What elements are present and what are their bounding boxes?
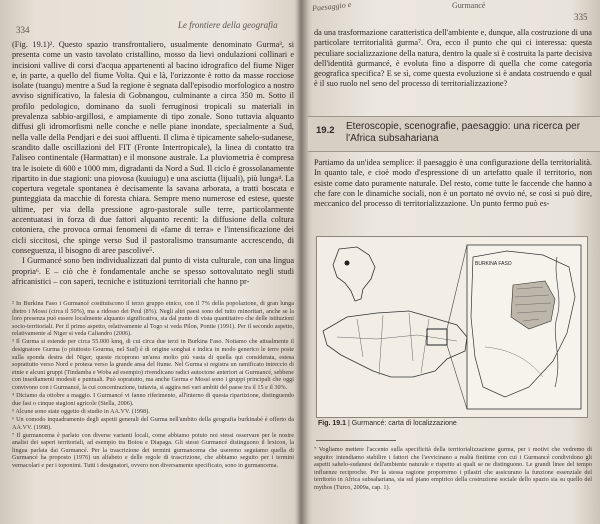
footnote-7-left: ⁷ Il gurmancema è parlato con diverse varianti locali, come abbiamo potuto noi stessi osservare per le nostre analisi dei saperi territoriali, ad esempio tra Botou e Diapaga. Gli stessi Gurmancé distinguono il lexicon, la lingua parlata dai Gurmancé. Per la trascrizione dei termini gurmancema che useremo seguiamo quella di Gurmancé ha proposto (1976) un alfabeto e delle regole di trascrizione, che abbiamo seguito per i termini vernacolari e per i toponimi. Tutti i designatori, ovvero non diversamente specificato, sono in gurmancema. [12,431,294,469]
footnote-2: ² In Burkina Faso i Gurmancé costituiscono il terzo gruppo etnico, con il 7% della popolazione, di gran lunga dietro i Mossi (circa il 50%), ma a ridosso dei Peul (8%). Negli altri paesi sono del tutto minoritari, anche se la loro presenza può essere localmente alquanto significativa, sia dal punto di vista quantitativo che delle istituzioni socio-territoriali. Per il primo aspetto, relativamente al Togo si veda Pilon, Pontie (1991). Per il secondo aspetto, relativamente al Niger si veda Caliandro (2006). [12,300,294,338]
section-title: Eteroscopie, scenografie, paesaggio: una ricerca per l'Africa subsahariana [346,121,581,144]
right-section-text [314,158,592,209]
right-intro-text [314,28,592,90]
footnote-5: ⁵ Alcune sono state oggetto di studio in AA.VV. (1998). [12,407,150,415]
right-intro-paragraph: da una trasformazione caratteristica dell'ambiente e, dunque, alla costruzione di una particolare territorialità gurma⁷. Ora, ecco il punto che qui ci interessa: questa peculiare socializzazione della natura, dentro la quale si è costruita la parte decisiva dell'identità gurmancé, è evoluta fino a disporre di quella che come categoria geografica specifica? E se sì, come questa evoluzione si è andata costruendo e qual è il suo ruolo nel seno del processo di territorializzazione? [314,28,592,89]
footnote-rule [316,440,396,441]
right-section-paragraph: Partiamo da un'idea semplice: il paesaggio è una configurazione della territorialità. In quanto tale, e cioè modo d'espressione di un artefatto quale il territorio, non esiste come dato puramente naturale. Del resto, come tutte le faccende che hanno a che fare con le dinamiche sociali, non è un portato né ovvio né, se così si può dire, meccanico del processo di territorializzazione. Un punto fermo può es- [314,158,592,209]
footnote-3: ³ Il Gurma si estende per circa 55.000 kmq, di cui circa due terzi in Burkina Faso. Notiamo che attualmente il designatore Gurma (o piuttosto Gourma, nel Sud) è di origine songhai e indica in modo generico le terre poste sulla sponda destra del Niger; queste ricoprono un'area molto più vasta di quella qui considerata, estesa soprattutto verso Nord e protesa verso la grande ansa del fiume. Nel Gurma si registra un ramificato intreccio di etnie e alcuni gruppi (Tindamba e Woba ad esempio) rivendicano radici autoctone anteriori ai Gurmancé, sebbene con insediamenti modesti e puntuali. Può sopratutto, ma anche Germa e Mossi sono i gruppi principali che oggi convivono con i Gurmancé, la cui concentrazione, tuttavia, si aggira nei vari ambiti del paese tra il 15 e il 30%. [12,338,294,392]
left-footnotes [12,300,294,470]
right-footnotes [314,446,592,492]
left-page-number: 334 [16,25,30,35]
left-body-text [12,40,294,287]
map-label-burkina-faso: BURKINA FASO [475,261,512,267]
gurma-detail-map [467,245,581,409]
footnote-4: ⁴ Diciamo da ottobre a maggio. I Gurmancé vi fanno riferimento, all'interno di questa ripartizione, distinguendo due fasi o cinque stagioni agricole (Stella, 2006). [12,392,294,407]
left-paragraph-1: (Fig. 19.1)². Questo spazio transfrontaliero, usualmente denominato Gurma³, si presenta come un vasto tavolato cristallino, mosso da lievi ondulazioni collinari e incisioni vallive di corsi d'acqua appartenenti al bacino idrografico del fiume Niger e, in parte, a quello del fiume Volta. Qui e là, l'orizzonte è rotto da masse rocciose isolate (tuangu) mentre a Sud la regione è segnata dall'episodio morfologico a nostro avviso significativo, la falesia di Gobnangou, culminante a circa 350 m. Sotto il profilo pedologico, dominano da suoli ferruginosi tropicali su materiali in prevalenza sabbio-argillosi, e ampiamente di tipo zonale. Sono tuttavia alquanto diffusi gli idromorfismi nelle conche e nelle piane inondate, specialmente a Sud, nella valle della Pendjari e dei suoi affluenti. Il clima è tipicamente sahelo-sudanese, scandito dalle oscillazioni del FIT (Fronte Intertropicale), la linea di contatto tra l'aliseo continentale (Harmattan) e il monsone australe. La pluviometria è compresa tra le isoiete di 600 e 1000 mm, digradanti da Nord a Sud. Il ciclo è grossolanamente ripartito in due stagioni: una piovosa (kuuiugu) e una asciutta (lijuali), più lunga⁴. La copertura vegetale spontanea è decisamente la savana arborata, a tratti boscata e punteggiata da macchie di foresta chiara. Sempre meno numerose ed estese, queste ultime, per via della pressione agro-pastorale sulle terre, particolarmente accentuatasi in forza di due fattori alquanto recenti: la diffusione della coltura cotoniera, che provoca ormai fenomeni di «fame di terra» e l'intensificazione dei cicli siccitosi, che spinge verso Sud il pastoralismo transumante accrescendo, di conseguenza, il bisogno di aree pascolive⁵. [12,40,294,255]
left-paragraph-2: I Gurmancé sono ben individualizzati dal punto di vista culturale, con una lingua propria⁶. E – ciò che è fondamentale anche se spesso sottovalutato negli studi africanistici – con saperi, tecniche e istituzioni territoriali che hanno pr- [12,256,294,286]
right-running-header: Gurmancé [452,1,486,10]
location-map-figure [316,236,588,418]
right-page [304,0,600,524]
africa-inset-map [333,247,375,301]
location-map [317,237,587,417]
footnote-6: ⁶ Un comodo inquadramento degli aspetti generali del Gurma nell'ambito della geografia burkinabé è offerto da AA.VV. (1998). [12,415,294,431]
section-number: 19.2 [316,125,335,136]
right-corner-header: Paesaggio e [311,0,352,14]
figure-caption: Fig. 19.1 | Gurmancé: carta di localizzazione [318,420,457,427]
footnote-7-right: ⁷ Vogliamo mettere l'accento sulla specificità della territorializzazione gurma, per i motivi che vedremo di seguito: intendiamo stabilire i fattori che l'avvicinano a realtà finitime con cui i Gurmancé condividono gli aspetti sahelo-sudanesi dell'ambiente naturale e rispetto ai quali se ne distinguono. Le grandi linee del tempo influenze reciproche. Per la stessa ragione proporremo i pilastri che assicurano la funzione essenziale del territorio in Africa subsahariana, sia sul piano empirico della costruzione sociale dello spazio sia su quello del mythos (Turco, 2009a, cap. 1). [314,446,592,491]
right-page-number: 335 [574,12,588,22]
inset-location-dot [345,261,350,266]
west-africa-map [323,311,467,377]
left-running-header: Le frontiere della geografia [178,20,278,30]
